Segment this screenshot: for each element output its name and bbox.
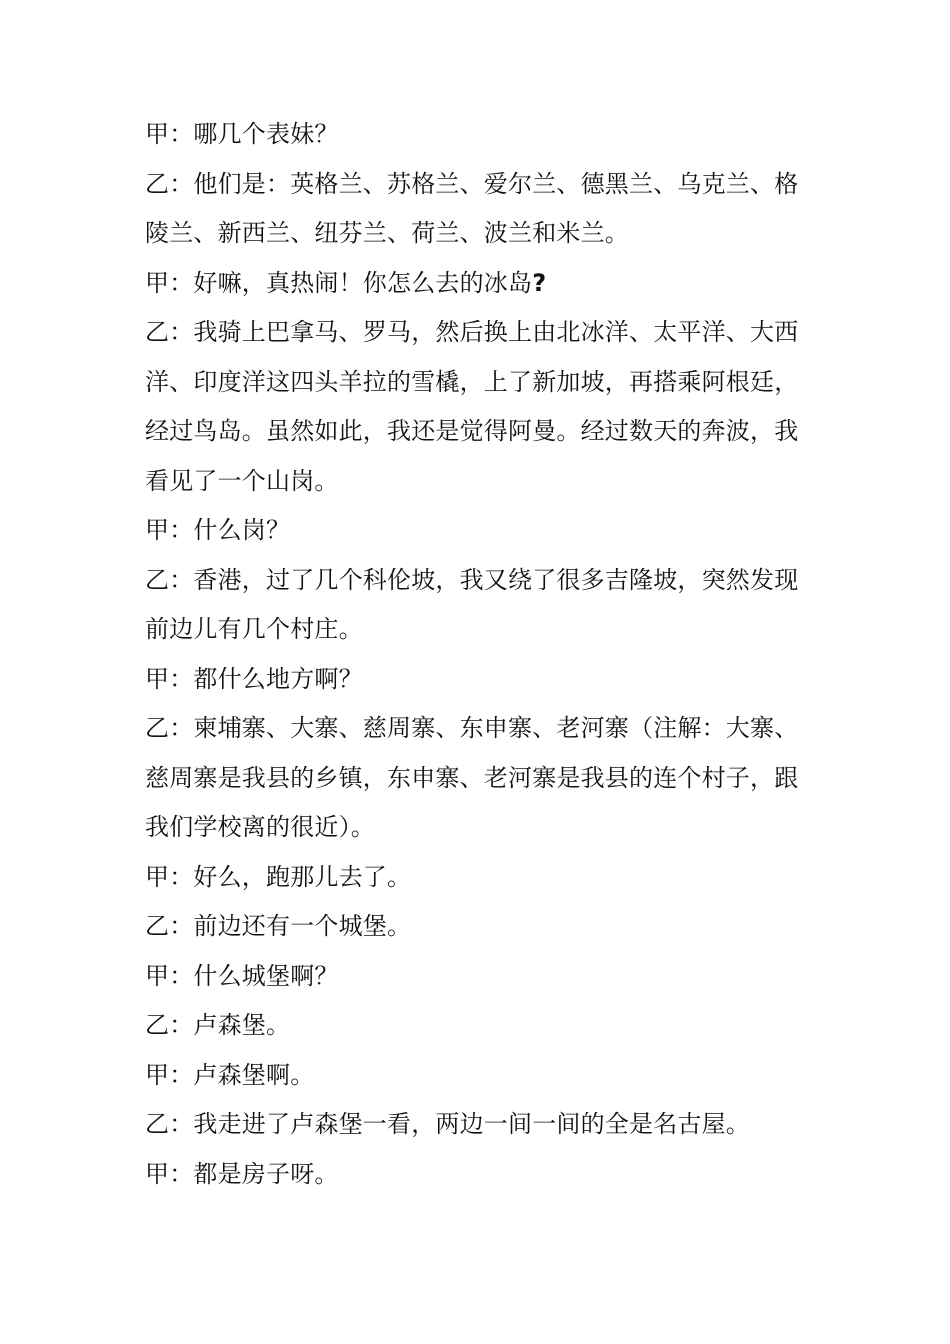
dialogue-line: 甲：都是房子呀。 — [145, 1159, 339, 1188]
dialogue-line: 乙：他们是：英格兰、苏格兰、爱尔兰、德黑兰、乌克兰、格陵兰、新西兰、纽芬兰、荷兰、波兰和米兰。 — [145, 169, 799, 247]
dialogue-line-text: 甲：好嘛，真热闹！你怎么去的冰岛 — [145, 268, 533, 297]
dialogue-line: 乙：香港，过了几个科伦坡，我又绕了很多吉隆坡，突然发现前边儿有几个村庄。 — [145, 565, 799, 643]
bold-question-mark: ? — [532, 268, 547, 297]
dialogue-line: 甲：好么，跑那儿去了。 — [145, 862, 412, 891]
dialogue-body — [145, 110, 813, 1199]
dialogue-line: 乙：前边还有一个城堡。 — [145, 912, 412, 940]
dialogue-line: 乙：卢森堡。 — [145, 1011, 291, 1039]
dialogue-line: 甲：都什么地方啊？ — [145, 664, 363, 693]
dialogue-line: 乙：我骑上巴拿马、罗马，然后换上由北冰洋、太平洋、大西洋、印度洋这四头羊拉的雪橇，上了新加坡，再搭乘阿根廷，经过鸟岛。虽然如此，我还是觉得阿曼。经过数天的奔波，我看见了一个山岗。 — [145, 318, 799, 495]
dialogue-line — [145, 259, 813, 309]
dialogue-line: 乙：柬埔寨、大寨、慈周寨、东申寨、老河寨（注解：大寨、慈周寨是我县的乡镇，东申寨、老河寨是我县的连个村子，跟我们学校离的很近）。 — [145, 714, 799, 841]
dialogue-line: 甲：什么岗？ — [145, 516, 291, 544]
dialogue-line: 乙：我走进了卢森堡一看，两边一间一间的全是名古屋。 — [145, 1110, 750, 1138]
dialogue-line: 甲：卢森堡啊。 — [145, 1060, 315, 1089]
dialogue-line: 甲：什么城堡啊？ — [145, 961, 339, 990]
dialogue-line: 甲：哪几个表妹？ — [145, 120, 339, 148]
